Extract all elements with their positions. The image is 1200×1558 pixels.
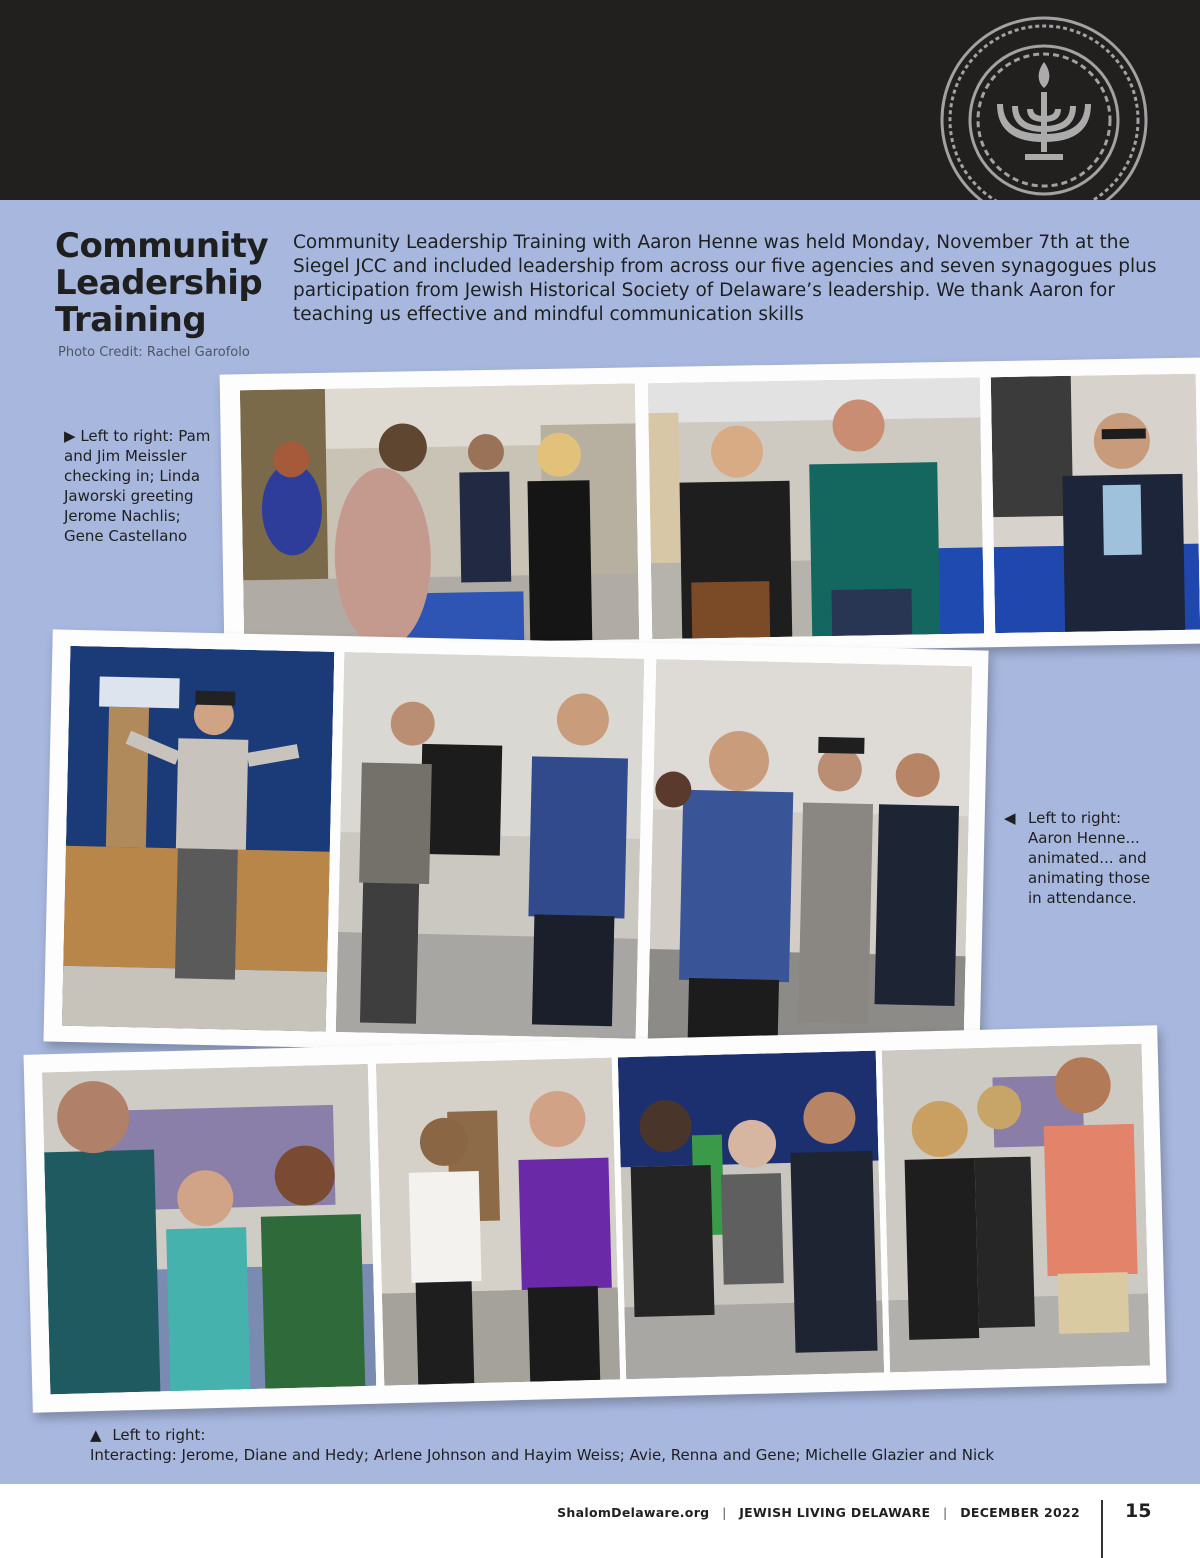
caption-heading: Left to right: bbox=[112, 1426, 206, 1444]
menorah-seal-logo bbox=[935, 14, 1153, 226]
footer-separator: | bbox=[943, 1505, 948, 1520]
title-line: Community bbox=[55, 226, 269, 266]
page-number: 15 bbox=[1125, 1500, 1152, 1522]
checkin-photo-3 bbox=[991, 374, 1200, 634]
footer-publication: JEWISH LIVING DELAWARE bbox=[739, 1505, 931, 1520]
footer-site: ShalomDelaware.org bbox=[557, 1505, 710, 1520]
arrow-right-icon: ▶ bbox=[64, 427, 76, 445]
aaron-stage-photo bbox=[62, 646, 335, 1032]
caption-text: Interacting: Jerome, Diane and Hedy; Arlene Johnson and Hayim Weiss; Avie, Renna and Gene; Michelle Glazier and Nick bbox=[90, 1446, 995, 1464]
caption-text: Left to right: Pam and Jim Meissler checking in; Linda Jaworski greeting Jerome Nachlis; Gene Castellano bbox=[64, 427, 211, 545]
caption-row1 bbox=[64, 426, 214, 546]
page-title bbox=[55, 228, 285, 339]
interacting-photo-2 bbox=[376, 1058, 620, 1386]
footer-issue: DECEMBER 2022 bbox=[960, 1505, 1080, 1520]
arrow-left-icon: ◀ bbox=[1004, 809, 1016, 827]
interacting-photo-3 bbox=[618, 1051, 884, 1380]
aaron-animated-photo bbox=[336, 652, 645, 1039]
interacting-photo-4 bbox=[882, 1044, 1150, 1373]
title-line: Leadership bbox=[55, 263, 263, 303]
checkin-photo-2 bbox=[648, 377, 984, 639]
photo-credit: Photo Credit: Rachel Garofolo bbox=[58, 345, 250, 360]
photo-strip-row1 bbox=[220, 357, 1200, 660]
caption-row2 bbox=[1004, 808, 1164, 908]
checkin-photo-1 bbox=[240, 383, 639, 646]
caption-text: Left to right: Aaron Henne... animated... and animating those in attendance. bbox=[1028, 809, 1151, 907]
page-footer bbox=[0, 1484, 1200, 1558]
footer-separator: | bbox=[722, 1505, 727, 1520]
footer-divider bbox=[1101, 1500, 1103, 1558]
photo-strip-row3 bbox=[24, 1025, 1167, 1413]
interacting-photo-1 bbox=[42, 1064, 376, 1394]
caption-row3 bbox=[90, 1425, 1150, 1465]
intro-paragraph: Community Leadership Training with Aaron Henne was held Monday, November 7th at the Siegel JCC and included leadership from across our five agencies and seven synagogues plus participation from Jewish Historical Society of Delaware’s leadership. We thank Aaron for teaching us effective and mindful communication skills bbox=[293, 232, 1157, 325]
photo-strip-row2 bbox=[43, 629, 988, 1062]
footer-line bbox=[557, 1505, 1080, 1520]
animating-attendees-photo bbox=[648, 659, 973, 1046]
title-line: Training bbox=[55, 300, 207, 340]
arrow-up-icon: ▲ bbox=[90, 1426, 102, 1444]
